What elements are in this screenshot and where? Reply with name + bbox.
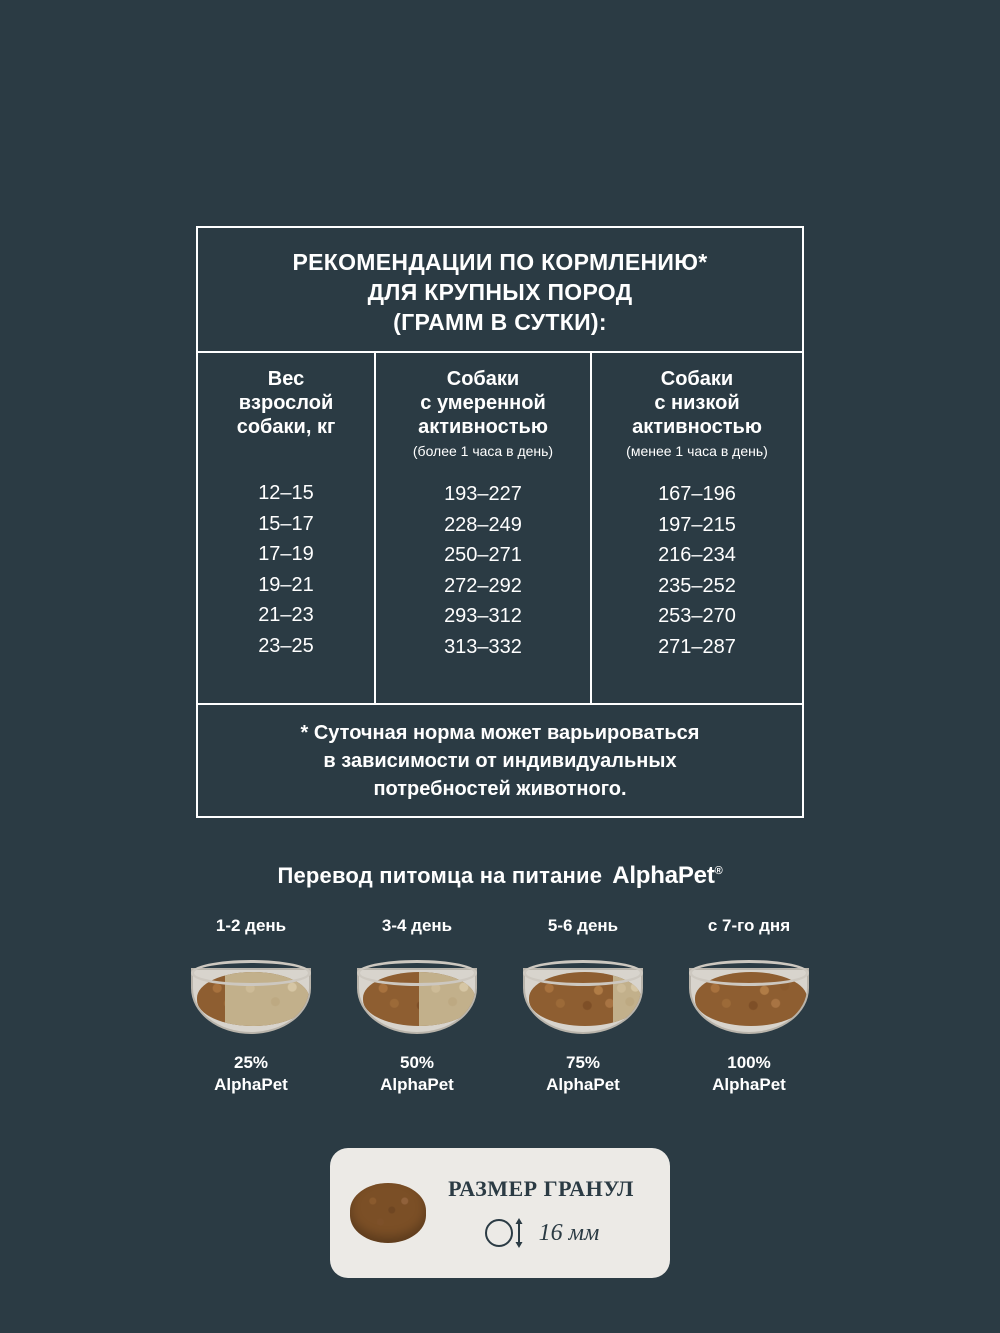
step-percent-value: 25% [233, 1053, 269, 1072]
transition-title [277, 862, 722, 890]
table-column-low-activity [592, 353, 802, 703]
footnote-line: * Суточная норма может варьироваться [300, 722, 700, 744]
column-header-low-activity [592, 367, 802, 461]
table-column-moderate-activity [374, 353, 592, 703]
column-values-moderate-activity [376, 479, 590, 662]
registered-mark-icon: ® [714, 865, 723, 877]
column-header-line: Собаки [660, 368, 734, 390]
brand-name: AlphaPet [612, 862, 715, 889]
step-percent [679, 1052, 819, 1096]
table-row: 235–252 [658, 574, 736, 597]
step-percent-brand: AlphaPet [712, 1075, 786, 1094]
step-percent [513, 1052, 653, 1096]
column-header-subnote: (менее 1 часа в день) [626, 443, 768, 459]
step-percent-brand: AlphaPet [546, 1075, 620, 1094]
column-header-line: с умеренной [420, 392, 546, 414]
feeding-table-body [198, 353, 802, 703]
step-percent-value: 100% [727, 1053, 771, 1072]
bowl-rim [523, 960, 643, 986]
table-row: 12–15 [258, 482, 314, 504]
bowl-icon [689, 950, 809, 1038]
table-row: 293–312 [444, 605, 522, 627]
table-row: 313–332 [444, 635, 522, 658]
footnote-line: потребностей животного. [373, 778, 627, 800]
column-header-line: взрослой [238, 392, 334, 414]
transition-step [347, 916, 487, 1096]
table-row: 271–287 [658, 635, 736, 658]
table-row: 19–21 [258, 573, 314, 596]
column-header-line: активностью [418, 416, 548, 438]
bowl-icon [523, 950, 643, 1038]
transition-step [513, 916, 653, 1096]
table-column-weight [198, 353, 374, 703]
title-line-1: РЕКОМЕНДАЦИИ ПО КОРМЛЕНИЮ* [292, 249, 708, 275]
column-header-line: Собаки [446, 368, 520, 390]
column-header-line: собаки, кг [236, 416, 336, 438]
table-row: 216–234 [658, 544, 736, 566]
table-row: 197–215 [658, 513, 736, 536]
column-header-line: Вес [267, 368, 305, 390]
table-row: 167–196 [658, 483, 736, 505]
column-values-low-activity [592, 479, 802, 662]
brand-logo [612, 862, 722, 890]
transition-section [0, 862, 1000, 1096]
bowl-rim [689, 960, 809, 986]
column-header-moderate-activity [376, 367, 590, 461]
bowl-rim [191, 960, 311, 986]
feeding-table-card [196, 226, 804, 818]
table-row: 193–227 [444, 483, 522, 505]
kibble-size-title: РАЗМЕР ГРАНУЛ [448, 1176, 634, 1201]
diameter-arrow-icon [483, 1216, 529, 1250]
kibble-measure-row [432, 1216, 650, 1250]
column-header-subnote: (более 1 часа в день) [412, 443, 554, 459]
kibble-size-panel [330, 1148, 670, 1278]
column-header-line: активностью [632, 416, 762, 438]
feeding-table-title [198, 228, 802, 351]
transition-title-text: Перевод питомца на питание [277, 863, 603, 888]
bowl-icon [357, 950, 477, 1038]
kibble-size-value: 16 мм [538, 1219, 600, 1246]
bowl-icon [191, 950, 311, 1038]
footnote-line: в зависимости от индивидуальных [323, 750, 677, 772]
transition-steps [0, 916, 1000, 1096]
step-day-label: 5-6 день [547, 916, 619, 935]
transition-step [679, 916, 819, 1096]
table-row: 253–270 [658, 605, 736, 627]
table-row: 15–17 [258, 512, 314, 535]
step-percent-value: 75% [565, 1053, 601, 1072]
column-header-weight [198, 367, 374, 439]
table-row: 250–271 [444, 544, 522, 566]
bowl-rim [357, 960, 477, 986]
step-percent [181, 1052, 321, 1096]
step-day-label: 1-2 день [215, 916, 287, 935]
title-line-2: ДЛЯ КРУПНЫХ ПОРОД [367, 279, 633, 305]
step-percent-brand: AlphaPet [380, 1075, 454, 1094]
table-row: 17–19 [258, 543, 314, 565]
step-day-label: 3-4 день [381, 916, 453, 935]
title-line-3: (ГРАММ В СУТКИ): [393, 309, 607, 335]
step-percent-value: 50% [399, 1053, 435, 1072]
step-day-label: с 7-го дня [707, 916, 791, 935]
kibble-icon [350, 1183, 426, 1243]
table-row: 228–249 [444, 513, 522, 536]
column-values-weight [198, 478, 374, 661]
step-percent-brand: AlphaPet [214, 1075, 288, 1094]
feeding-table-footnote [198, 705, 802, 803]
step-percent [347, 1052, 487, 1096]
table-row: 21–23 [258, 604, 314, 626]
column-header-line: с низкой [654, 392, 740, 414]
table-row: 272–292 [444, 574, 522, 597]
kibble-size-content [432, 1176, 650, 1250]
table-row: 23–25 [258, 634, 314, 657]
transition-step [181, 916, 321, 1096]
